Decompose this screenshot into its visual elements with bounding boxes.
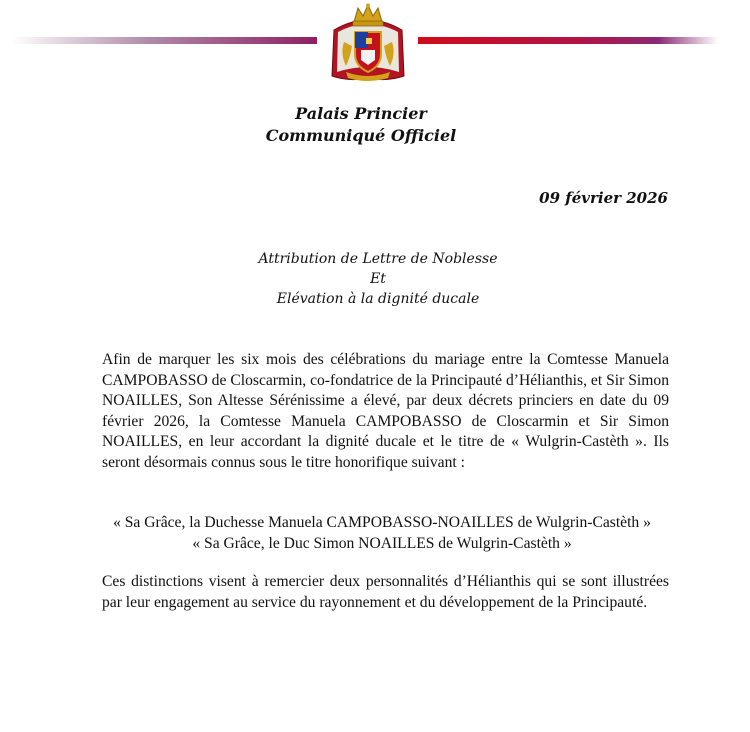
title-duchess: « Sa Grâce, la Duchesse Manuela CAMPOBASSO-NOAILLES de Wulgrin-Castèth » — [113, 514, 651, 531]
subject-line-2: Et — [370, 271, 386, 287]
body-paragraph-1: Afin de marquer les six mois des célébrations du mariage entre la Comtesse Manuela CAMPOBASSO de Closcarmin, co-fondatrice de la Principauté d’Hélianthis, et Sir Simon NOAILLES, Son Altesse Sérénissime a élevé, par deux décrets princiers en date du 09 février 2026, la Comtesse Manuela CAMPOBASSO de Closcarmin et Sir Simon NOAILLES, en leur accordant la dignité ducale et le titre de « Wulgrin-Castèth ». Ils seront désormais connus sous le titre honorifique suivant : — [102, 351, 669, 471]
decorative-line-left — [12, 37, 317, 44]
document-date: 09 février 2026 — [539, 189, 668, 207]
issuer-name: Palais Princier — [295, 104, 427, 123]
subject-line-3: Elévation à la dignité ducale — [276, 291, 480, 307]
title-duke: « Sa Grâce, le Duc Simon NOAILLES de Wulgrin-Castèth » — [192, 535, 572, 552]
letterhead — [0, 0, 750, 90]
document-heading — [0, 103, 722, 147]
honorific-titles — [0, 512, 750, 554]
subject-heading — [0, 249, 750, 309]
subject-line-1: Attribution de Lettre de Noblesse — [258, 251, 498, 267]
decorative-line-right — [418, 37, 718, 44]
document-type: Communiqué Officiel — [265, 126, 457, 145]
body-paragraph-2: Ces distinctions visent à remercier deux personnalités d’Hélianthis qui se sont illustrées par leur engagement au service du rayonnement et du développement de la Principauté. — [102, 573, 669, 611]
coat-of-arms-icon — [328, 2, 408, 84]
